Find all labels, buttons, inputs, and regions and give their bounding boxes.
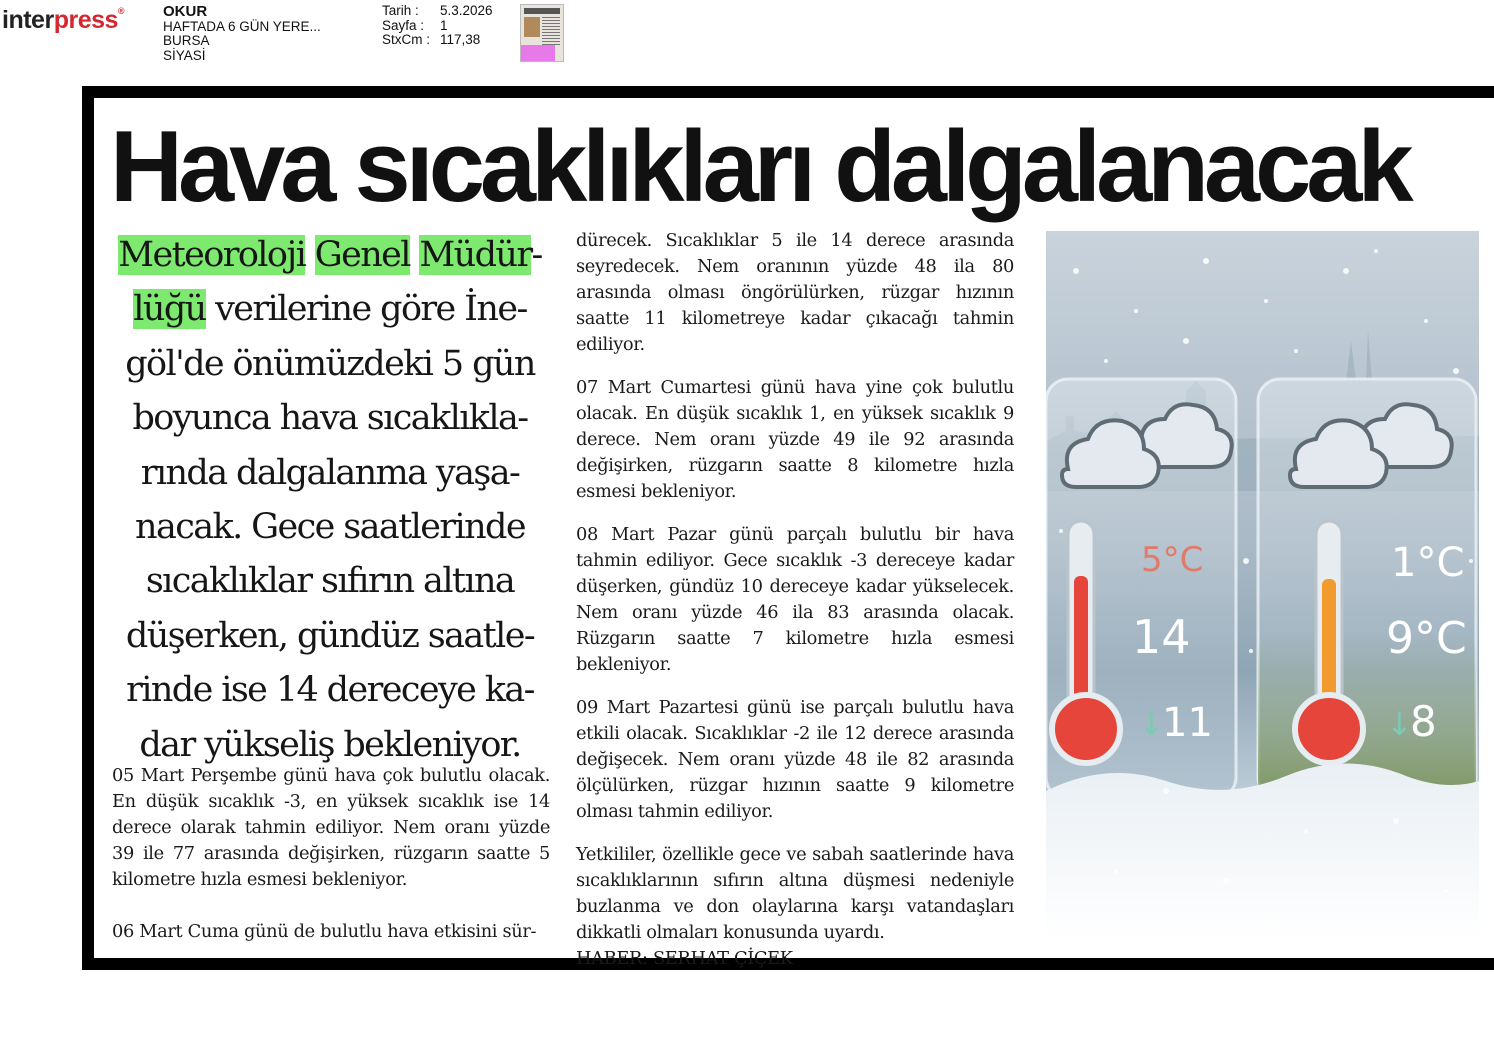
- lead-line-2-rest: verilerine göre İne-: [205, 289, 527, 330]
- paragraph-08-mart: 08 Mart Pazar günü parçalı bulutlu bir hava tahmin ediliyor. Gece sıcaklık -3 dereceye kadar düşerken, gündüz 10 dereceye kadar yükselecek. Nem oranı yüzde 46 ila 83 arasında olacak. Rüzgarın saatte 7 kilometre hızla esmesi bekleniyor.: [576, 523, 1014, 676]
- paragraph-06-mart-start: 06 Mart Cuma günü de bulutlu hava etkisini sür-: [112, 921, 537, 943]
- paragraph-07-mart: 07 Mart Cumartesi günü hava yine çok bulutlu olacak. En düşük sıcaklık 1, en yüksek sıcaklık 9 derece. Nem oranı yüzde 49 ile 92 arasında değişirken, rüzgarın saatte 8 kilometre hızla esmesi bekleniyor.: [576, 376, 1014, 503]
- publication-info: [163, 5, 321, 63]
- article-column-1: [112, 763, 550, 946]
- lead-line: sıcaklıklar sıfırın altına: [145, 561, 515, 602]
- logo-accent: press: [53, 6, 118, 34]
- left-top-temp: 5°C: [1141, 540, 1204, 580]
- weather-illustration: [1046, 231, 1479, 940]
- article-lead: [112, 228, 548, 772]
- right-top-temp: 1°C: [1391, 540, 1465, 586]
- right-down-arrow-icon: ↓: [1386, 705, 1413, 743]
- left-low-temp: 11: [1162, 700, 1213, 746]
- highlight: lüğü: [133, 289, 206, 330]
- right-low-temp: 8: [1410, 697, 1437, 746]
- lead-line-1: Meteoroloji Genel Müdür-: [118, 235, 542, 275]
- highlight: Müdür: [419, 235, 532, 275]
- page-value: 1: [440, 17, 448, 33]
- lead-line: göl'de önümüzdeki 5 gün: [125, 343, 535, 384]
- page-thumbnail[interactable]: [520, 4, 564, 62]
- left-mid-temp: 14: [1132, 610, 1191, 664]
- publication-name: OKUR: [163, 3, 208, 20]
- lead-line: boyunca hava sıcaklıkla-: [132, 398, 528, 439]
- paragraph-09-mart: 09 Mart Pazartesi günü ise parçalı bulutlu hava etkili olacak. Sıcaklıklar -2 ile 12 derece arasında değişecek. Nem oranı yüzde 48 ile 82 arasında ölçülürken, rüzgar hızının saatte 9 kilometre olması tahmin ediliyor.: [576, 697, 1014, 823]
- highlight: Genel: [314, 235, 410, 275]
- size-value: 117,38: [440, 32, 481, 47]
- article-column-2: [576, 228, 1014, 972]
- paragraph-warning: Yetkililer, özellikle gece ve sabah saatlerinde hava sıcaklıklarının sıfırın altına düşmesi nedeniyle buzlanma ve don olaylarına karşı vatandaşları dikkatli olmaları konusunda uyardı.: [576, 843, 1014, 944]
- lead-line-2: [112, 282, 548, 336]
- lead-line: nacak. Gece saatlerinde: [135, 507, 525, 548]
- clipping-meta: [382, 4, 493, 48]
- weather-illustration-svg: [1046, 231, 1479, 940]
- logo-main: inter: [2, 6, 54, 34]
- article-headline: Hava sıcaklıkları dalgalanacak: [110, 111, 1409, 223]
- left-down-arrow-icon: ↓: [1138, 705, 1165, 743]
- publication-frequency: HAFTADA 6 GÜN YERE...: [163, 18, 321, 34]
- lead-line: dar yükseliş bekleniyor.: [139, 724, 521, 765]
- date-value: 5.3.2026: [440, 3, 493, 18]
- publication-city: BURSA: [163, 33, 210, 48]
- lead-line: düşerken, gündüz saatle-: [125, 615, 535, 656]
- snow-bank: [1046, 764, 1479, 941]
- interpress-logo: [2, 6, 124, 35]
- paragraph-06-mart-end: dürecek. Sıcaklıklar 5 ile 14 derece arasında seyredecek. Nem oranının yüzde 48 ila 80 arasında olması öngörülürken, rüzgar hızının saatte 11 kilometreye kadar çıkacağı tahmin ediliyor.: [576, 230, 1014, 356]
- lead-line: rinde ise 14 dereceye ka-: [126, 670, 534, 711]
- publication-category: SİYASİ: [163, 47, 206, 63]
- date-label: Tarih :: [382, 3, 419, 18]
- page-label: Sayfa :: [382, 17, 425, 33]
- byline: HABER: SERHAT ÇİÇEK: [576, 948, 793, 970]
- right-mid-temp: 9°C: [1386, 613, 1467, 664]
- paragraph-05-mart: 05 Mart Perşembe günü hava çok bulutlu olacak. En düşük sıcaklık -3, en yüksek sıcaklık ise 14 derece olarak tahmin ediliyor. Nem oranı yüzde 39 ile 77 arasında değişirken, rüzgarın saatte 5 kilometre hızla esmesi bekleniyor.: [112, 765, 550, 891]
- lead-line: rında dalgalanma yaşa-: [140, 452, 520, 493]
- logo-registered-mark: ®: [117, 6, 125, 16]
- highlight: Meteoroloji: [118, 235, 306, 275]
- size-label: StxCm :: [382, 32, 431, 47]
